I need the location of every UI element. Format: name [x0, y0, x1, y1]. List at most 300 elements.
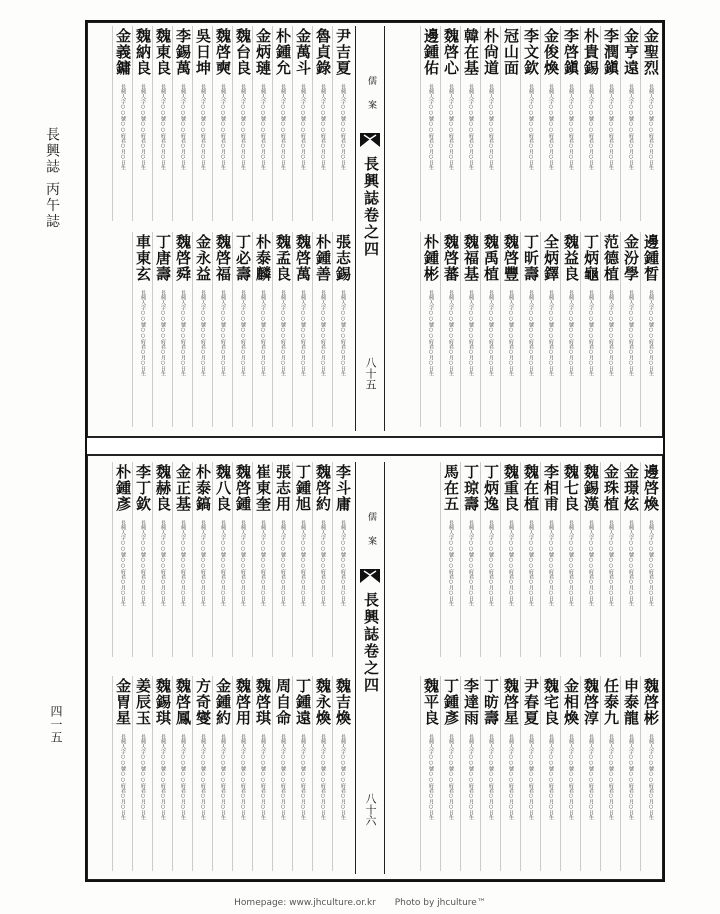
person-name: 丁炳龜 — [582, 234, 600, 282]
name-column — [232, 676, 252, 871]
person-name: 魏孟良 — [274, 234, 292, 282]
person-detail: 長興人字○○號○○府君○月○日生 — [608, 734, 614, 820]
person-detail: 長興人字○○號○○府君○月○日生 — [608, 520, 614, 606]
name-column — [620, 462, 640, 657]
name-column — [272, 26, 292, 221]
person-detail: 長興人字○○號○○府君○月○日生 — [340, 84, 346, 170]
person-name: 金義鏞 — [114, 28, 132, 76]
person-name: 李啓鎭 — [562, 28, 580, 76]
name-column — [192, 462, 212, 657]
person-detail: 長興人字○○號○○府君○月○日生 — [568, 734, 574, 820]
person-detail: 長興人字○○號○○府君○月○日生 — [320, 84, 326, 170]
person-detail: 長興人字○○號○○府君○月○日生 — [648, 84, 654, 170]
person-name: 金珠植 — [602, 464, 620, 512]
person-name: 金聖烈 — [642, 28, 660, 76]
names-block-mid-right — [390, 232, 660, 427]
person-detail: 長興人字○○號○○府君○月○日生 — [120, 520, 126, 606]
names-block-bottom-right — [390, 462, 660, 657]
name-column — [112, 26, 132, 221]
spine-title: 長興誌 丙午誌 — [44, 127, 60, 230]
name-column — [112, 676, 132, 871]
person-detail: 長興人字○○號○○府君○月○日生 — [428, 734, 434, 820]
folio-number: 八十六 — [364, 793, 377, 826]
names-block-upper-left — [92, 26, 352, 221]
person-detail: 長興人字○○號○○府君○月○日生 — [648, 520, 654, 606]
person-detail: 長興人字○○號○○府君○月○日生 — [568, 520, 574, 606]
person-detail: 長興人字○○號○○府君○月○日生 — [160, 520, 166, 606]
book-title: 長興誌卷之四 — [362, 156, 380, 258]
folio-number: 八十五 — [364, 357, 377, 390]
person-name: 丁昉壽 — [482, 678, 500, 726]
person-name: 魏吉煥 — [334, 678, 352, 726]
person-name: 李錫萬 — [174, 28, 192, 76]
person-name: 朴泰鎬 — [194, 464, 212, 512]
person-name: 魏益良 — [562, 234, 580, 282]
person-detail: 長興人字○○號○○府君○月○日生 — [140, 734, 146, 820]
name-column — [540, 676, 560, 871]
person-detail: 長興人字○○號○○府君○月○日生 — [488, 84, 494, 170]
name-column — [480, 462, 500, 657]
name-column — [540, 26, 560, 221]
person-detail: 長興人字○○號○○府君○月○日生 — [468, 520, 474, 606]
person-detail: 長興人字○○號○○府君○月○日生 — [628, 290, 634, 376]
person-name: 魏重良 — [502, 464, 520, 512]
person-detail: 長興人字○○號○○府君○月○日生 — [200, 734, 206, 820]
name-column — [292, 26, 312, 221]
name-column — [620, 676, 640, 871]
person-name: 邊啓煥 — [642, 464, 660, 512]
person-detail: 長興人字○○號○○府君○月○日生 — [528, 520, 534, 606]
person-detail: 長興人字○○號○○府君○月○日生 — [508, 520, 514, 606]
name-column — [132, 676, 152, 871]
person-detail: 長興人字○○號○○府君○月○日生 — [300, 290, 306, 376]
person-detail: 長興人字○○號○○府君○月○日生 — [120, 84, 126, 170]
person-detail: 長興人字○○號○○府君○月○日生 — [508, 734, 514, 820]
name-column — [560, 232, 580, 427]
person-detail: 長興人字○○號○○府君○月○日生 — [300, 734, 306, 820]
person-detail: 長興人字○○號○○府君○月○日生 — [280, 84, 286, 170]
name-column — [212, 26, 232, 221]
person-name: 魏啓萬 — [294, 234, 312, 282]
person-detail: 長興人字○○號○○府君○月○日生 — [320, 520, 326, 606]
person-detail: 長興人字○○號○○府君○月○日生 — [528, 734, 534, 820]
name-column — [152, 462, 172, 657]
name-column — [192, 676, 212, 871]
person-name: 李相甫 — [542, 464, 560, 512]
person-detail: 長興人字○○號○○府君○月○日生 — [448, 734, 454, 820]
person-detail: 長興人字○○號○○府君○月○日生 — [260, 84, 266, 170]
name-column — [132, 26, 152, 221]
person-name: 魏啓福 — [214, 234, 232, 282]
person-detail: 長興人字○○號○○府君○月○日生 — [240, 290, 246, 376]
person-name: 冠山面 — [502, 28, 520, 76]
person-detail: 長興人字○○號○○府君○月○日生 — [588, 84, 594, 170]
name-column — [560, 26, 580, 221]
person-detail: 長興人字○○號○○府君○月○日生 — [548, 84, 554, 170]
name-column — [272, 462, 292, 657]
name-column — [332, 676, 352, 871]
person-detail: 長興人字○○號○○府君○月○日生 — [160, 290, 166, 376]
name-column — [272, 676, 292, 871]
person-name: 邊鍾佑 — [422, 28, 440, 76]
person-detail: 長興人字○○號○○府君○月○日生 — [588, 734, 594, 820]
person-name: 魏啓舜 — [174, 234, 192, 282]
person-name: 魏啓豐 — [502, 234, 520, 282]
person-detail: 長興人字○○號○○府君○月○日生 — [220, 290, 226, 376]
name-column — [420, 676, 440, 871]
book-title: 長興誌卷之四 — [362, 592, 380, 694]
name-column — [600, 462, 620, 657]
name-column — [252, 232, 272, 427]
person-name: 魏啓淳 — [582, 678, 600, 726]
name-column — [112, 462, 132, 657]
name-column — [232, 462, 252, 657]
person-detail: 長興人字○○號○○府君○月○日生 — [568, 290, 574, 376]
person-detail: 長興人字○○號○○府君○月○日生 — [448, 290, 454, 376]
person-name: 金永益 — [194, 234, 212, 282]
person-detail: 長興人字○○號○○府君○月○日生 — [548, 290, 554, 376]
person-detail: 長興人字○○號○○府君○月○日生 — [180, 84, 186, 170]
name-column — [480, 676, 500, 871]
person-name: 丁炳逸 — [482, 464, 500, 512]
person-name: 車東玄 — [134, 234, 152, 282]
name-column — [440, 232, 460, 427]
name-column — [212, 232, 232, 427]
page-number: 四一五 — [49, 705, 63, 744]
person-name: 丁唐壽 — [154, 234, 172, 282]
person-name: 魏錫漢 — [582, 464, 600, 512]
person-name: 魏啓蕃 — [442, 234, 460, 282]
person-detail: 長興人字○○號○○府君○月○日生 — [608, 290, 614, 376]
name-column — [312, 26, 332, 221]
name-column — [580, 232, 600, 427]
person-name: 李達雨 — [462, 678, 480, 726]
name-column — [172, 462, 192, 657]
person-name: 魏啓用 — [234, 678, 252, 726]
person-name: 魏平良 — [422, 678, 440, 726]
person-name: 馬在五 — [442, 464, 460, 512]
person-name: 全炳鐸 — [542, 234, 560, 282]
name-column — [620, 232, 640, 427]
name-column — [132, 232, 152, 427]
name-column — [640, 676, 660, 871]
person-name: 韓在基 — [462, 28, 480, 76]
person-name: 李斗庸 — [334, 464, 352, 512]
person-detail: 長興人字○○號○○府君○月○日生 — [468, 290, 474, 376]
person-name: 魏啓彬 — [642, 678, 660, 726]
person-name: 金相煥 — [562, 678, 580, 726]
person-detail: 長興人字○○號○○府君○月○日生 — [220, 734, 226, 820]
name-column — [580, 26, 600, 221]
person-detail: 長興人字○○號○○府君○月○日生 — [528, 84, 534, 170]
person-name: 魏福基 — [462, 234, 480, 282]
person-detail: 長興人字○○號○○府君○月○日生 — [280, 520, 286, 606]
name-column — [520, 462, 540, 657]
name-column — [252, 26, 272, 221]
person-detail: 長興人字○○號○○府君○月○日生 — [648, 734, 654, 820]
person-name: 金亨遠 — [622, 28, 640, 76]
name-column — [332, 462, 352, 657]
name-column — [292, 232, 312, 427]
section-label: 儒 案 — [366, 76, 376, 115]
person-name: 魏啓琪 — [254, 678, 272, 726]
person-name: 魏啓星 — [502, 678, 520, 726]
person-name: 張志錫 — [334, 234, 352, 282]
name-column — [420, 26, 440, 221]
person-detail: 長興人字○○號○○府君○月○日生 — [488, 290, 494, 376]
person-detail: 長興人字○○號○○府君○月○日生 — [340, 734, 346, 820]
names-block-mid-left — [92, 232, 352, 427]
person-name: 方奇燮 — [194, 678, 212, 726]
name-column — [540, 462, 560, 657]
names-block-upper-right — [390, 26, 660, 221]
person-detail: 長興人字○○號○○府君○月○日生 — [160, 734, 166, 820]
person-detail: 長興人字○○號○○府君○月○日生 — [588, 290, 594, 376]
name-column — [580, 462, 600, 657]
name-column — [272, 232, 292, 427]
name-column — [292, 676, 312, 871]
name-column — [600, 676, 620, 871]
person-detail: 長興人字○○號○○府君○月○日生 — [180, 290, 186, 376]
name-column — [640, 26, 660, 221]
person-detail: 長興人字○○號○○府君○月○日生 — [280, 734, 286, 820]
person-detail: 長興人字○○號○○府君○月○日生 — [488, 520, 494, 606]
person-detail: 長興人字○○號○○府君○月○日生 — [428, 84, 434, 170]
person-name: 朴鍾彥 — [114, 464, 132, 512]
name-column — [132, 462, 152, 657]
name-column — [312, 232, 332, 427]
person-name: 周自命 — [274, 678, 292, 726]
section-label: 儒 案 — [366, 512, 376, 551]
person-detail: 長興人字○○號○○府君○月○日生 — [300, 84, 306, 170]
name-column — [152, 26, 172, 221]
person-detail: 長興人字○○號○○府君○月○日生 — [448, 520, 454, 606]
person-name: 魏啓奭 — [214, 28, 232, 76]
name-column — [192, 232, 212, 427]
centre-column-lower — [355, 462, 385, 874]
name-column — [640, 232, 660, 427]
person-name: 朴鍾彬 — [422, 234, 440, 282]
footer-credit — [0, 898, 720, 908]
centre-column-upper — [355, 26, 385, 431]
person-name: 朴泰麟 — [254, 234, 272, 282]
name-column — [252, 462, 272, 657]
person-detail: 長興人字○○號○○府君○月○日生 — [448, 84, 454, 170]
person-name: 金正基 — [174, 464, 192, 512]
person-name: 范德植 — [602, 234, 620, 282]
name-column — [460, 462, 480, 657]
person-detail: 長興人字○○號○○府君○月○日生 — [180, 734, 186, 820]
person-name: 魏啓心 — [442, 28, 460, 76]
name-column — [212, 462, 232, 657]
person-detail: 長興人字○○號○○府君○月○日生 — [280, 290, 286, 376]
person-detail: 長興人字○○號○○府君○月○日生 — [300, 520, 306, 606]
person-detail: 長興人字○○號○○府君○月○日生 — [628, 734, 634, 820]
name-column — [540, 232, 560, 427]
name-column — [440, 26, 460, 221]
person-name: 丁琼壽 — [462, 464, 480, 512]
person-detail: 長興人字○○號○○府君○月○日生 — [340, 520, 346, 606]
person-name: 崔東奎 — [254, 464, 272, 512]
photo-credit-text: Photo by jhculture™ — [394, 898, 486, 908]
name-column — [252, 676, 272, 871]
name-column — [480, 26, 500, 221]
person-name: 魏七良 — [562, 464, 580, 512]
name-column — [520, 26, 540, 221]
person-detail: 長興人字○○號○○府君○月○日生 — [428, 290, 434, 376]
name-column — [332, 232, 352, 427]
person-detail: 長興人字○○號○○府君○月○日生 — [240, 84, 246, 170]
person-detail: 長興人字○○號○○府君○月○日生 — [240, 734, 246, 820]
name-column — [292, 462, 312, 657]
name-column — [460, 232, 480, 427]
person-name: 金胃星 — [114, 678, 132, 726]
person-name: 姜辰玉 — [134, 678, 152, 726]
person-name: 張志用 — [274, 464, 292, 512]
name-column — [620, 26, 640, 221]
person-name: 魏宅良 — [542, 678, 560, 726]
name-column — [500, 26, 520, 221]
name-column — [232, 26, 252, 221]
person-detail: 長興人字○○號○○府君○月○日生 — [220, 520, 226, 606]
person-detail: 長興人字○○號○○府君○月○日生 — [588, 520, 594, 606]
person-name: 金萬斗 — [294, 28, 312, 76]
person-detail: 長興人字○○號○○府君○月○日生 — [260, 290, 266, 376]
name-column — [600, 232, 620, 427]
names-block-bottom-left — [92, 462, 352, 657]
name-column — [520, 676, 540, 871]
name-column — [600, 26, 620, 221]
name-column — [172, 26, 192, 221]
name-column — [440, 462, 460, 657]
name-column — [420, 232, 440, 427]
person-name: 魏啓約 — [314, 464, 332, 512]
person-name: 魏啓鍾 — [234, 464, 252, 512]
name-column — [500, 676, 520, 871]
name-column — [312, 676, 332, 871]
name-column — [500, 232, 520, 427]
person-detail: 長興人字○○號○○府君○月○日生 — [468, 84, 474, 170]
person-detail: 長興人字○○號○○府君○月○日生 — [200, 290, 206, 376]
person-detail: 長興人字○○號○○府君○月○日生 — [468, 734, 474, 820]
person-detail: 長興人字○○號○○府君○月○日生 — [180, 520, 186, 606]
person-detail: 長興人字○○號○○府君○月○日生 — [648, 290, 654, 376]
name-column — [640, 462, 660, 657]
person-name: 魏永煥 — [314, 678, 332, 726]
person-detail: 長興人字○○號○○府君○月○日生 — [628, 520, 634, 606]
name-column — [440, 676, 460, 871]
name-column — [172, 232, 192, 427]
person-name: 魯貞錄 — [314, 28, 332, 76]
name-column — [460, 676, 480, 871]
person-detail: 長興人字○○號○○府君○月○日生 — [240, 520, 246, 606]
person-name: 丁鍾旭 — [294, 464, 312, 512]
person-name: 朴尙道 — [482, 28, 500, 76]
person-name: 金璟炫 — [622, 464, 640, 512]
name-column — [192, 26, 212, 221]
person-name: 申泰龍 — [622, 678, 640, 726]
person-detail: 長興人字○○號○○府君○月○日生 — [340, 290, 346, 376]
person-detail: 長興人字○○號○○府君○月○日生 — [320, 734, 326, 820]
person-detail: 長興人字○○號○○府君○月○日生 — [260, 734, 266, 820]
person-name: 李潤鎭 — [602, 28, 620, 76]
person-name: 朴鍾允 — [274, 28, 292, 76]
person-detail: 長興人字○○號○○府君○月○日生 — [628, 84, 634, 170]
person-name: 朴貴錫 — [582, 28, 600, 76]
person-detail: 長興人字○○號○○府君○月○日生 — [160, 84, 166, 170]
fish-tail-mark-icon — [359, 132, 381, 148]
person-detail: 長興人字○○號○○府君○月○日生 — [140, 84, 146, 170]
name-column — [232, 232, 252, 427]
person-detail: 長興人字○○號○○府君○月○日生 — [200, 520, 206, 606]
names-block-low-left — [92, 676, 352, 871]
names-block-low-right — [390, 676, 660, 871]
name-column — [212, 676, 232, 871]
person-name: 魏在植 — [522, 464, 540, 512]
leaf-divider — [87, 437, 663, 455]
name-column — [560, 462, 580, 657]
person-name: 金鍾約 — [214, 678, 232, 726]
person-name: 尹吉夏 — [334, 28, 352, 76]
person-detail: 長興人字○○號○○府君○月○日生 — [140, 520, 146, 606]
person-name: 朴鍾善 — [314, 234, 332, 282]
name-column — [172, 676, 192, 871]
person-detail: 長興人字○○號○○府君○月○日生 — [320, 290, 326, 376]
person-name: 魏東良 — [154, 28, 172, 76]
person-name: 魏啓鳳 — [174, 678, 192, 726]
person-name: 金汾學 — [622, 234, 640, 282]
homepage-text: Homepage: www.jhculture.or.kr — [234, 898, 376, 908]
name-column — [480, 232, 500, 427]
name-column — [560, 676, 580, 871]
person-name: 魏納良 — [134, 28, 152, 76]
person-name: 金炳璉 — [254, 28, 272, 76]
person-name: 丁昕壽 — [522, 234, 540, 282]
name-column — [152, 232, 172, 427]
person-name: 邊鍾晳 — [642, 234, 660, 282]
person-name: 魏赫良 — [154, 464, 172, 512]
person-detail: 長興人字○○號○○府君○月○日生 — [608, 84, 614, 170]
person-detail: 長興人字○○號○○府君○月○日生 — [548, 520, 554, 606]
person-name: 丁鍾彥 — [442, 678, 460, 726]
name-column — [500, 462, 520, 657]
person-name: 金俊煥 — [542, 28, 560, 76]
person-name: 任泰九 — [602, 678, 620, 726]
person-detail: 長興人字○○號○○府君○月○日生 — [220, 84, 226, 170]
person-detail: 長興人字○○號○○府君○月○日生 — [528, 290, 534, 376]
person-name: 魏禹植 — [482, 234, 500, 282]
person-name: 魏八良 — [214, 464, 232, 512]
person-name: 尹春夏 — [522, 678, 540, 726]
person-name: 魏錫琪 — [154, 678, 172, 726]
person-detail: 長興人字○○號○○府君○月○日生 — [568, 84, 574, 170]
person-detail: 長興人字○○號○○府君○月○日生 — [508, 290, 514, 376]
person-name: 丁鍾遠 — [294, 678, 312, 726]
name-column — [580, 676, 600, 871]
person-detail: 長興人字○○號○○府君○月○日生 — [488, 734, 494, 820]
person-name: 魏台良 — [234, 28, 252, 76]
name-column — [460, 26, 480, 221]
person-name: 吳日坤 — [194, 28, 212, 76]
person-detail: 長興人字○○號○○府君○月○日生 — [200, 84, 206, 170]
person-detail: 長興人字○○號○○府君○月○日生 — [120, 734, 126, 820]
name-column — [332, 26, 352, 221]
person-name: 李丁欽 — [134, 464, 152, 512]
person-detail: 長興人字○○號○○府君○月○日生 — [548, 734, 554, 820]
person-name: 丁必壽 — [234, 234, 252, 282]
fish-tail-mark-icon — [359, 568, 381, 584]
name-column — [152, 676, 172, 871]
